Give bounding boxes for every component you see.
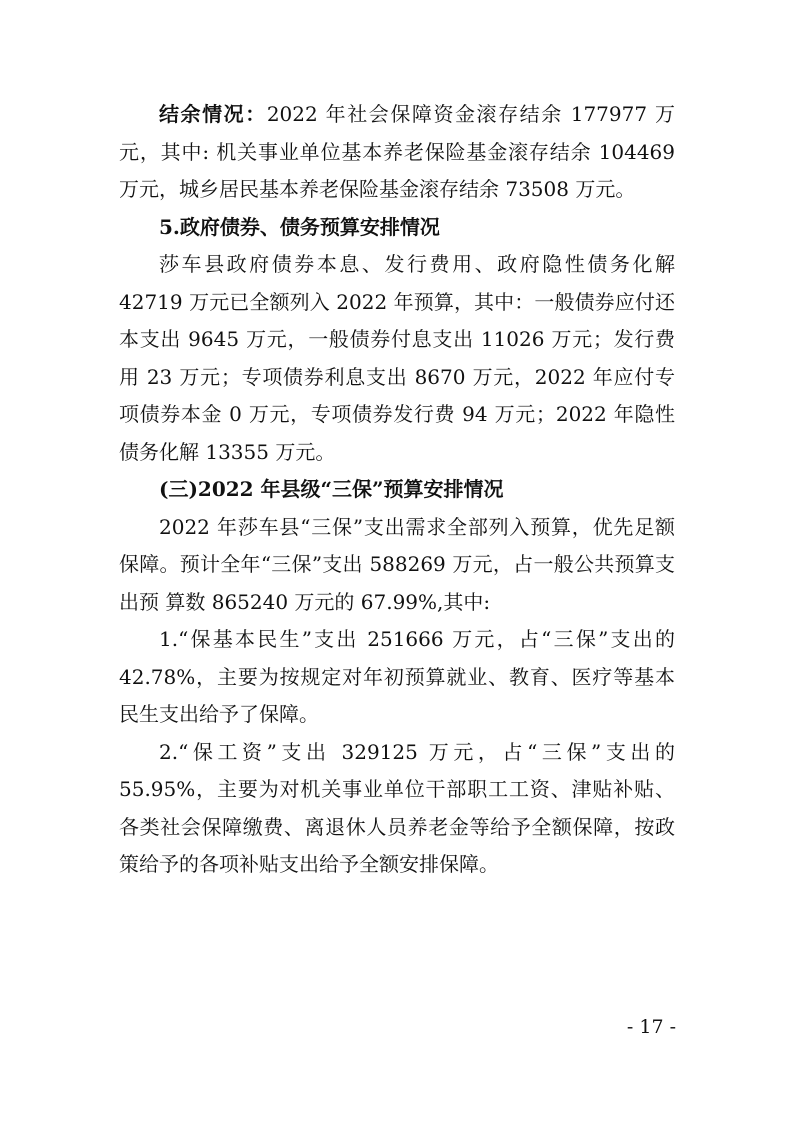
section-heading-three-guarantees: (三)2022 年县级“三保”预算安排情况 [159,477,504,501]
balance-paragraph [119,96,675,209]
balance-text: 2022 年社会保障资金滚存结余 177977 万元，其中: 机关事业单位基本养老保险基金滚存结余 104469 万元，城乡居民基本养老保险基金滚存结余 73508 万元。 [119,102,675,201]
page-number: - 17 - [626,1016,676,1038]
balance-label: 结余情况： [159,102,267,126]
debt-paragraph: 莎车县政府债券本息、发行费用、政府隐性债务化解 42719 万元已全额列入 2022 年预算，其中：一般债券应付还本支出 9645 万元，一般债券付息支出 11026 万元；发行费用 23 万元；专项债券利息支出 8670 万元，2022 年应付专项债券本金 0 万元，专项债券发行费 94 万元；2022 年隐性债务化解 13355 万元。 [119,252,675,464]
body-text [119,96,675,884]
basic-livelihood-paragraph: 1.“保基本民生”支出 251666 万元，占“三保”支出的 42.78%，主要为按规定对年初预算就业、教育、医疗等基本民生支出给予了保障。 [119,627,675,726]
section-heading-debt: 5.政府债券、债务预算安排情况 [159,214,440,239]
three-guarantees-paragraph: 2022 年莎车县“三保”支出需求全部列入预算，优先足额保障。预计全年“三保”支出 588269 万元，占一般公共预算支出预 算数 865240 万元的 67.99%,其中: [119,514,675,614]
wages-paragraph: 2.“保工资”支出 329125 万元，占“三保”支出的 55.95%，主要为对机关事业单位干部职工工资、津贴补贴、各类社会保障缴费、离退休人员养老金等给予全额保障，按政策给予的各项补贴支出给予全额安排保障。 [119,739,675,876]
